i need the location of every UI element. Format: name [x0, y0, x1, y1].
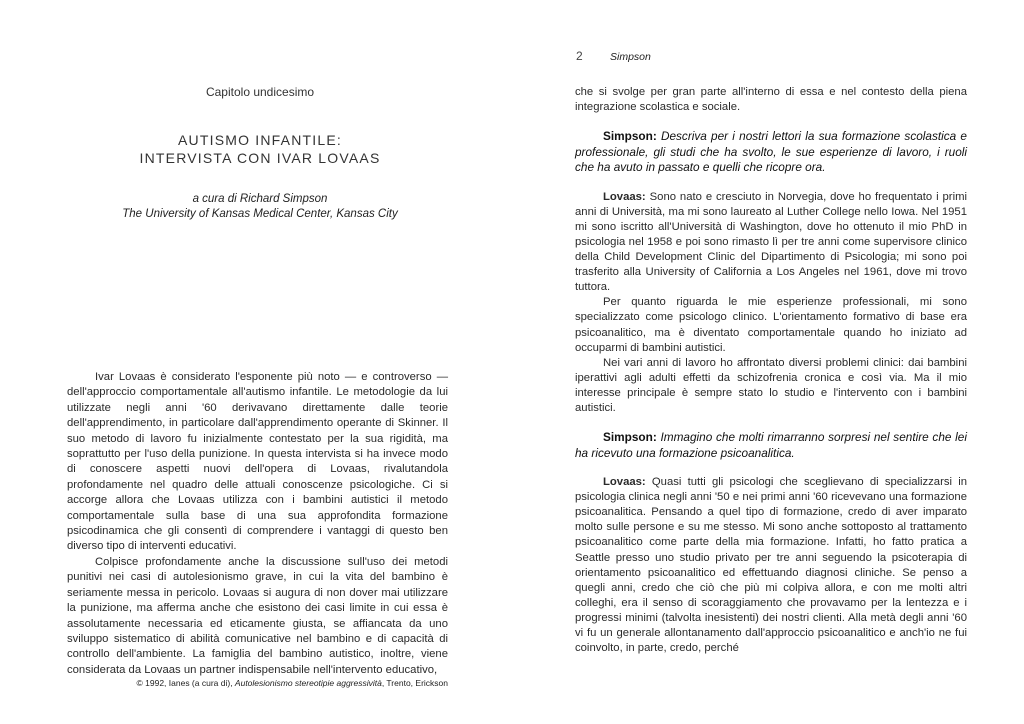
running-head: Simpson: [610, 51, 651, 63]
footer-suffix: , Trento, Erickson: [381, 678, 448, 688]
answer-text: Quasi tutti gli psicologi che sceglievano di specializzarsi in psicologia clinica negli anni '50 e nei primi anni '60 ricevevano una formazione psicoanalitica. Pensando a quel tipo di formazione, credo di aver imparato molto sulle persone e su me stesso. Mi sono anche sottoposto al trattamento psicoanalitico come parte della mia formazione. Infatti, ho fatto pratica a Seattle presso uno studio privato per tre anni seguendo la psicoterapia di orientamento psicoanalitico ed effettuando diagnosi cliniche. Se penso a quegli anni, credo che ciò che più mi colpiva allora, e con me molti altri colleghi, era il senso di scoraggiamento che provavamo per la lentezza e i progressi minimi (talvolta inesistenti) dei nostri clienti. Alla metà degli anni '60 vi fu un generale allontanamento dall'approccio psicoanalitico e anch'io ne fui coinvolto, in parte, credo, perché: [575, 476, 967, 655]
answer-2: [575, 475, 967, 656]
author-affiliation: The University of Kansas Medical Center, Kansas City: [122, 208, 398, 220]
question-1: [575, 129, 967, 176]
chapter-label: Capitolo undicesimo: [205, 85, 315, 99]
intro-paragraph: Ivar Lovaas è considerato l'esponente più noto — e controverso — dell'approccio comportamentale all'autismo infantile. Le metodologie da lui utilizzate negli anni '60 derivavano direttamente dalle teorie dell'apprendimento, in particolare dall'apprendimento operante di Skinner. Il suo metodo di lavoro fu inizialmente contestato per la sua rigidità, ma soprattutto per l'uso della punizione. In questa intervista si ha invece modo di conoscere aspetti nuovi dell'opera di Lovaas, rivalutandola profondamente nel quadro delle attuali conoscenze psicologiche. Ci si accorge allora che Lovaas utilizza con i bambini autistici il metodo comportamentale sulla base di una sua approfondita formazione psicodinamica che gli consentì di comprendere i vantaggi di questo ben diverso tipo di interventi educativi.: [67, 371, 448, 553]
question-text: Immagino che molti rimarranno sorpresi nel sentire che lei ha ricevuto una formazione psicoanalitica.: [575, 430, 967, 460]
speaker-label: Lovaas:: [603, 190, 646, 203]
interview-text: [575, 85, 967, 656]
speaker-label: Simpson:: [603, 430, 657, 445]
intro-text: [67, 370, 448, 678]
author-name: a cura di Richard Simpson: [192, 193, 328, 205]
continuation-paragraph: che si svolge per gran parte all'interno di essa e nel contesto della piena integrazione scolastica e sociale.: [575, 86, 967, 114]
answer-1: [575, 190, 967, 296]
footer-book-title: Autolesionismo stereotipie aggressività: [234, 678, 382, 688]
right-page: [512, 0, 1024, 724]
question-text: Descriva per i nostri lettori la sua formazione scolastica e professionale, gli studi che ha svolto, le sue esperienze di lavoro, i ruoli che ha avuto in passato e quelli che ricopre ora.: [575, 129, 967, 175]
speaker-label: Simpson:: [603, 129, 657, 144]
answer-text: Sono nato e cresciuto in Norvegia, dove ho frequentato i primi anni di Università, ma mi sono laureato al Luther College nello Iowa. Nel 1951 mi sono iscritto all'Università di Washington, dove ho ottenuto il mio PhD in psicologia nel 1958 e poi sono rimasto lì per tre anni come supervisore clinico della Child Development Clinic del Dipartimento di Psicologia; mi sono poi trasferito alla University of California a Los Angeles nel 1961, dove mi trovo tuttora.: [575, 190, 967, 294]
chapter-title-line-2: INTERVISTA CON IVAR LOVAAS: [139, 150, 381, 166]
page-number: 2: [576, 49, 583, 63]
author-block: [0, 192, 520, 222]
answer-1-paragraph-2: Per quanto riguarda le mie esperienze professionali, mi sono specializzato come psicologo clinico. L'orientamento formativo di base era psicoanalitico, ma è diventato comportamentale quando ho iniziato ad occuparmi di bambini autistici.: [575, 296, 967, 354]
chapter-title-line-1: AUTISMO INFANTILE:: [178, 132, 342, 148]
answer-1-paragraph-3: Nei vari anni di lavoro ho affrontato diversi problemi clinici: dai bambini iperattivi agli adulti effetti da schizofrenia cronica e così via. Ma il mio interesse principale è sempre stato lo studio e l'intervento con i bambini autistici.: [575, 356, 967, 414]
question-2: [575, 430, 967, 461]
chapter-title: [0, 131, 520, 167]
intro-paragraph: Colpisce profondamente anche la discussione sull'uso dei metodi punitivi nei casi di autolesionismo grave, in cui la vita del bambino è seriamente messa in pericolo. Lovaas si augura di non dover mai utilizzare la punizione, ma afferma anche che esistono dei casi limite in cui essa è assolutamente necessaria ed eticamente giusta, se affiancata da uno sviluppo sistematico di abilità comunicative nel bambino e di capacità di controllo dell'ambiente. La famiglia del bambino autistico, inoltre, viene considerata da Lovaas un partner indispensabile nell'intervento educativo,: [67, 555, 448, 676]
footer-prefix: © 1992, Ianes (a cura di),: [136, 678, 235, 688]
speaker-label: Lovaas:: [603, 476, 646, 489]
copyright-footer: [0, 678, 448, 688]
